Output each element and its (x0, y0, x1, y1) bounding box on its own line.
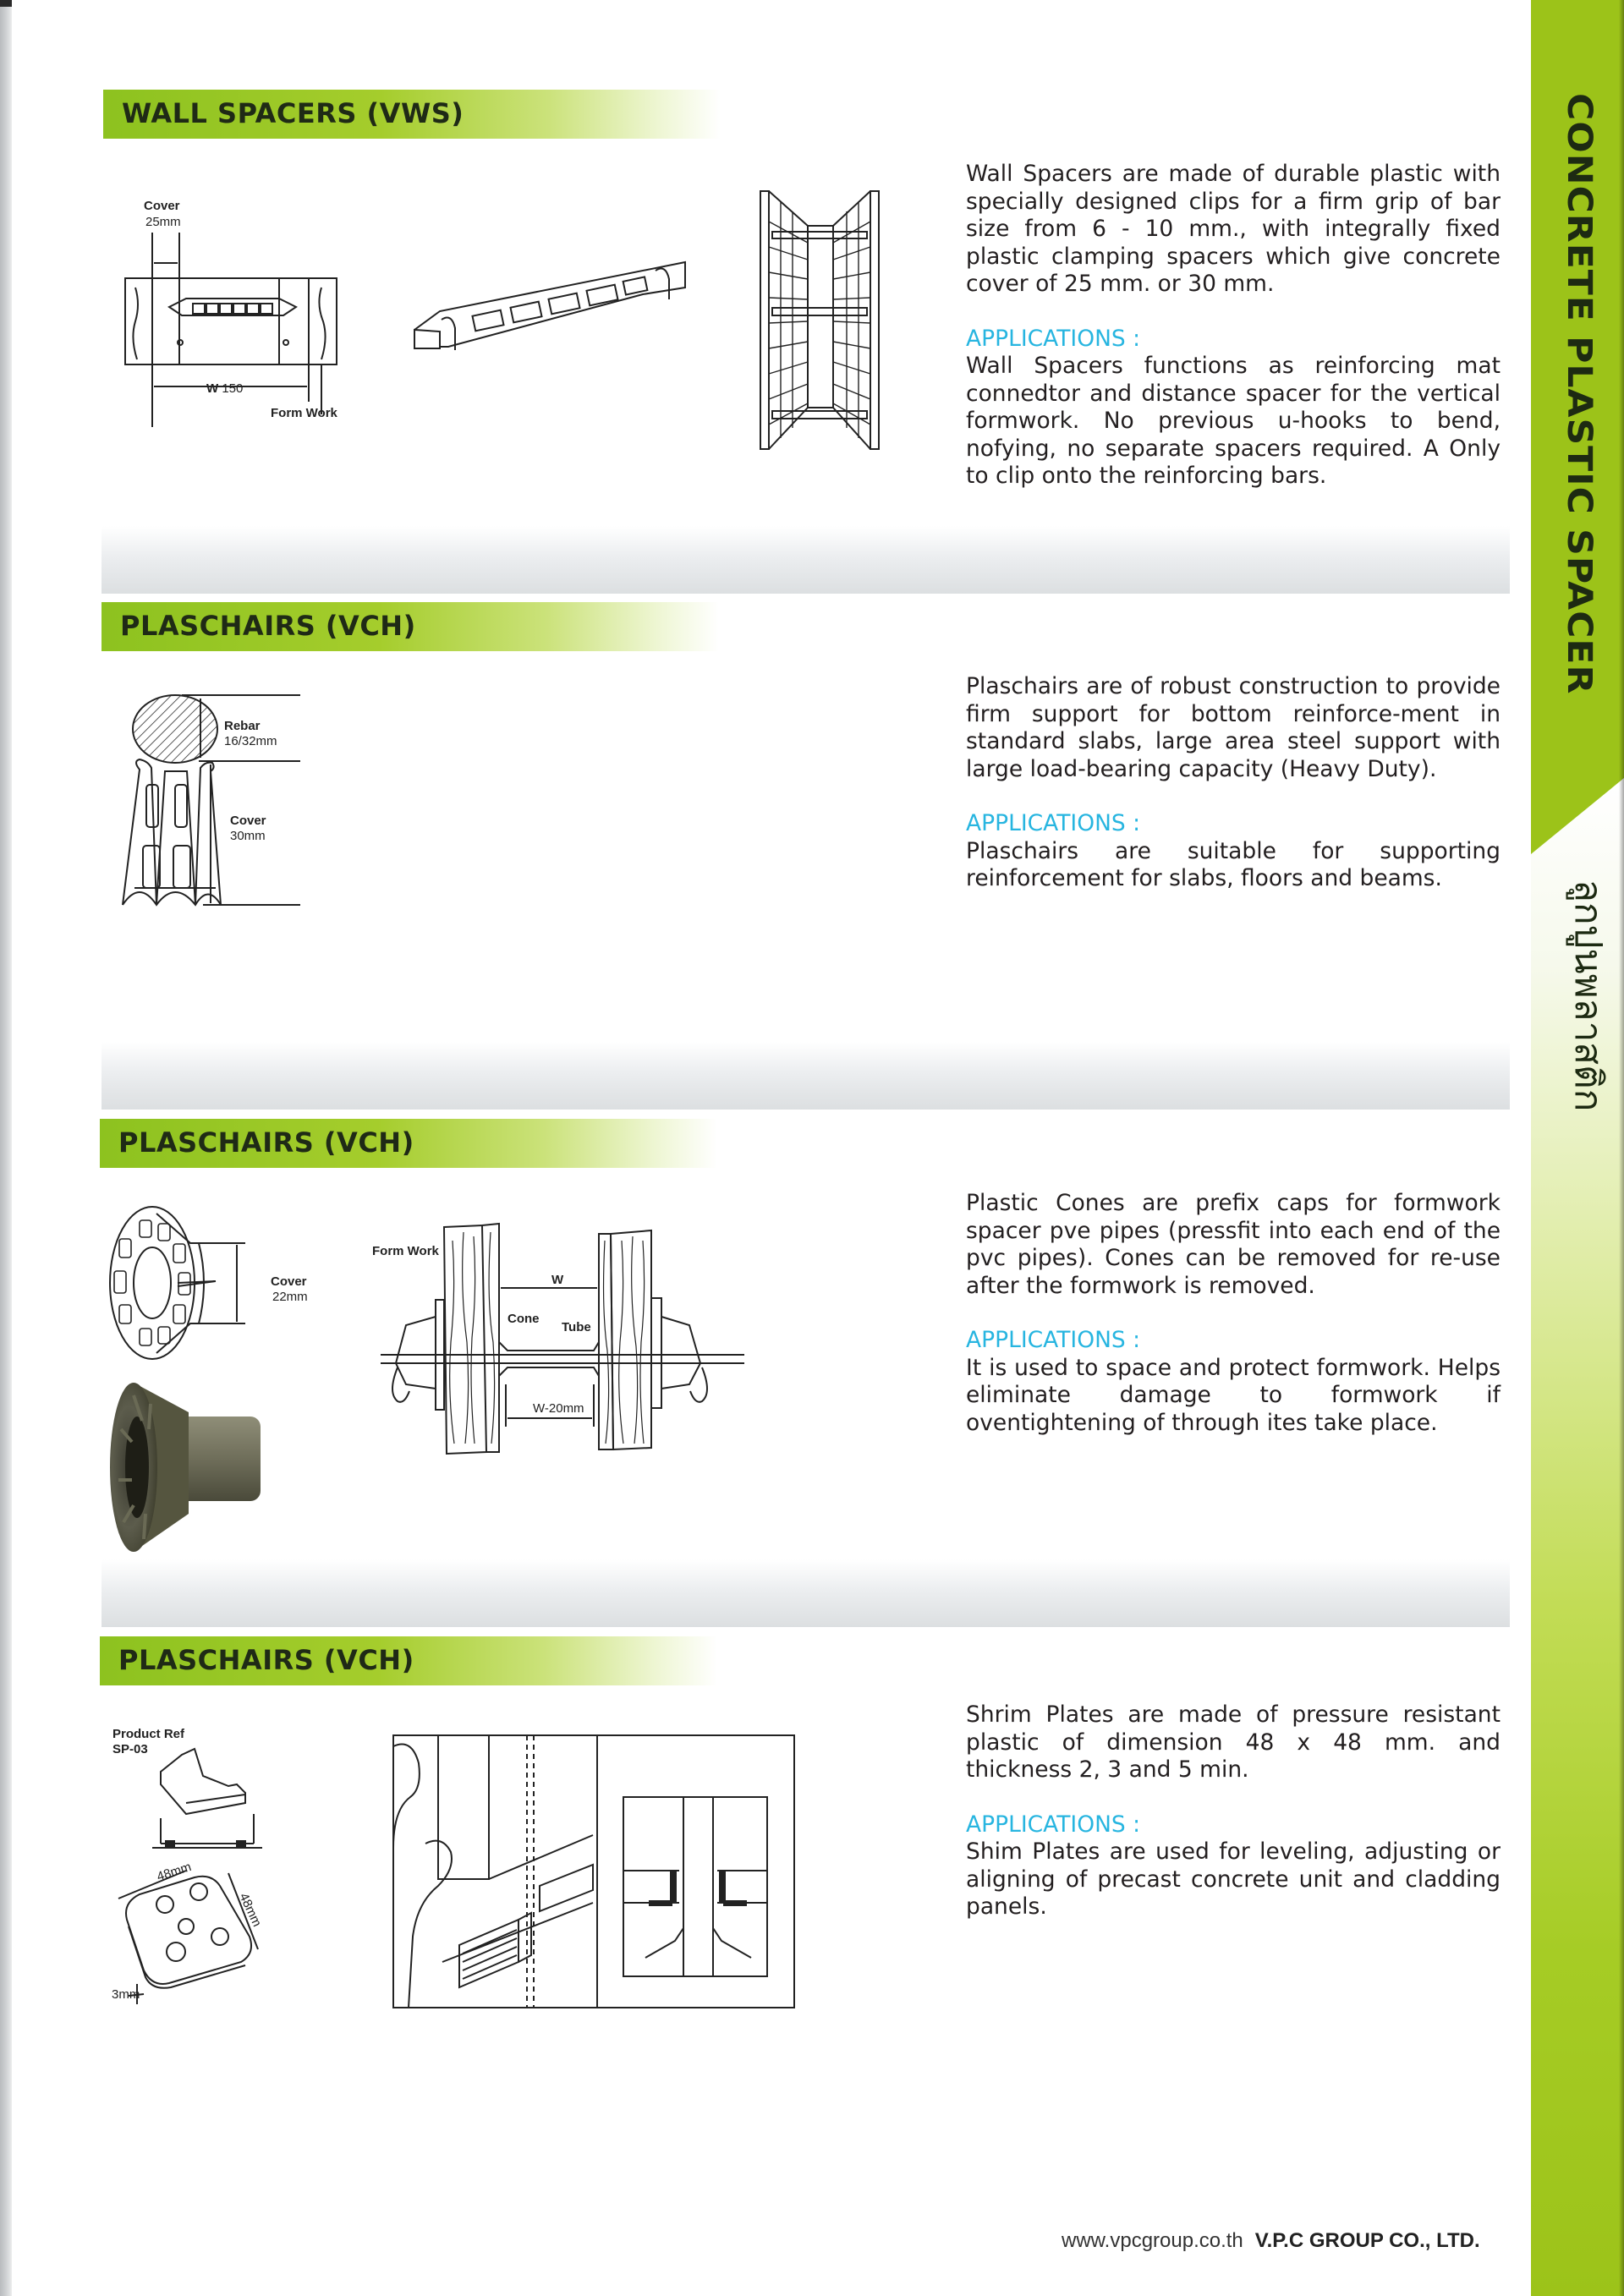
w-minus-label: W-20mm (533, 1401, 584, 1416)
cover-value: 22mm (272, 1290, 308, 1304)
section-description-shim-plates (966, 1701, 1501, 1921)
applications-text: Wall Spacers functions as reinforcing mat connedtor and distance spacer for the vertical formwork. No previous u-hooks to bend, nofying, no separate spacers required. A Only to clip onto the reinforcing bars. (966, 353, 1501, 489)
w-label: W (551, 1273, 564, 1287)
product-ref-label: Product Ref (112, 1727, 185, 1741)
wall-spacer-section-diagram (118, 190, 364, 427)
section-header-plastic-cones (100, 1119, 717, 1168)
cone-photo-icon (108, 1378, 277, 1556)
wall-spacer-3d-drawing (406, 254, 694, 364)
rebar-value: 16/32mm (224, 734, 277, 748)
dim-depth-label: 48mm (236, 1891, 265, 1929)
section-header-plaschairs (102, 602, 719, 651)
wall-formwork-perspective-drawing (757, 188, 884, 454)
plastic-cone-photo (108, 1378, 277, 1556)
formwork-cage-icon (757, 188, 884, 454)
cover-value: 30mm (230, 829, 266, 843)
sidebar-title: CONCRETE PLASTIC SPACER (1560, 93, 1599, 695)
page-footer (1062, 2229, 1480, 2253)
description-text: Wall Spacers are made of durable plastic with specially designed clips for a firm grip of bar size from 6 - 10 mm., with integrally fixed plastic clamping spacers which give concrete cover of 25 mm. or 30 mm. (966, 161, 1501, 297)
description-text: Plastic Cones are prefix caps for formwork spacer pve pipes (pressfit into each end of the pvc pipes). Cones can be removed for re-use after the formwork is removed. (966, 1190, 1501, 1299)
section-header-shim-plates (100, 1636, 717, 1685)
applications-label: APPLICATIONS : (966, 810, 1141, 836)
width-value: 150 (222, 381, 244, 396)
plaschair-diagram (106, 693, 300, 918)
shim-plate-drawing-icon (110, 1725, 347, 2013)
page-edge-corner (0, 0, 12, 7)
plaschair-drawing-icon (106, 693, 300, 918)
formwork-wood-icon (372, 1215, 744, 1456)
dim-width-label: 48mm (155, 1859, 194, 1885)
shim-plate-diagram (110, 1725, 347, 2013)
shim-plate-installation-illustration (392, 1734, 798, 2011)
applications-text: Shim Plates are used for leveling, adjusting or aligning of precast concrete unit and cladding panels. (966, 1838, 1501, 1920)
section-title: PLASCHAIRS (VCH) (118, 1644, 414, 1676)
section-divider (102, 1559, 1510, 1627)
section-description-plastic-cones (966, 1190, 1501, 1437)
formwork-cone-installation-diagram (372, 1215, 744, 1456)
applications-text: Plaschairs are suitable for supporting reinforcement for slabs, floors and beams. (966, 837, 1501, 891)
precast-panel-illustration-icon (392, 1734, 798, 2011)
description-text: Plaschairs are of robust construction to provide firm support for bottom reinforce-ment in standard slabs, large area steel support with large load-bearing capacity (Heavy Duty). (966, 673, 1501, 782)
section-divider (102, 526, 1510, 594)
cone-label: Cone (508, 1312, 540, 1326)
cover-value: 25mm (145, 215, 181, 229)
width-label: W (206, 381, 219, 396)
wall-spacer-clip-icon (406, 254, 694, 364)
sidebar-thai-title: ลูกปูนพลาสติก (1566, 879, 1610, 1112)
section-title: PLASCHAIRS (VCH) (120, 610, 416, 642)
form-work-label: Form Work (372, 1244, 439, 1258)
cover-label: Cover (144, 199, 180, 213)
section-description-plaschairs (966, 673, 1501, 893)
applications-label: APPLICATIONS : (966, 1811, 1141, 1838)
plastic-cone-diagram (106, 1205, 334, 1366)
page-edge (0, 0, 12, 2296)
section-description-wall-spacers (966, 161, 1501, 490)
rebar-label: Rebar (224, 719, 261, 733)
cover-label: Cover (271, 1274, 307, 1289)
cover-label: Cover (230, 814, 266, 828)
thickness-label: 3mm (112, 1987, 140, 2002)
section-header-wall-spacers (103, 90, 721, 139)
form-work-label: Form Work (271, 406, 337, 420)
sidebar-edge-shadow (1619, 0, 1624, 2296)
tube-label: Tube (562, 1320, 591, 1334)
section-title: PLASCHAIRS (VCH) (118, 1126, 414, 1159)
section-divider (102, 1042, 1510, 1110)
applications-text: It is used to space and protect formwork. Helps eliminate damage to formwork if oventightening of through ites take place. (966, 1354, 1501, 1436)
applications-label: APPLICATIONS : (966, 325, 1141, 352)
applications-label: APPLICATIONS : (966, 1327, 1141, 1353)
section-title: WALL SPACERS (VWS) (122, 97, 464, 129)
website-link[interactable]: www.vpcgroup.co.th (1062, 2229, 1243, 2252)
product-code: SP-03 (112, 1742, 148, 1756)
company-name: V.P.C GROUP CO., LTD. (1254, 2229, 1480, 2252)
description-text: Shrim Plates are made of pressure resistant plastic of dimension 48 x 48 mm. and thickness 2, 3 and 5 min. (966, 1701, 1501, 1783)
